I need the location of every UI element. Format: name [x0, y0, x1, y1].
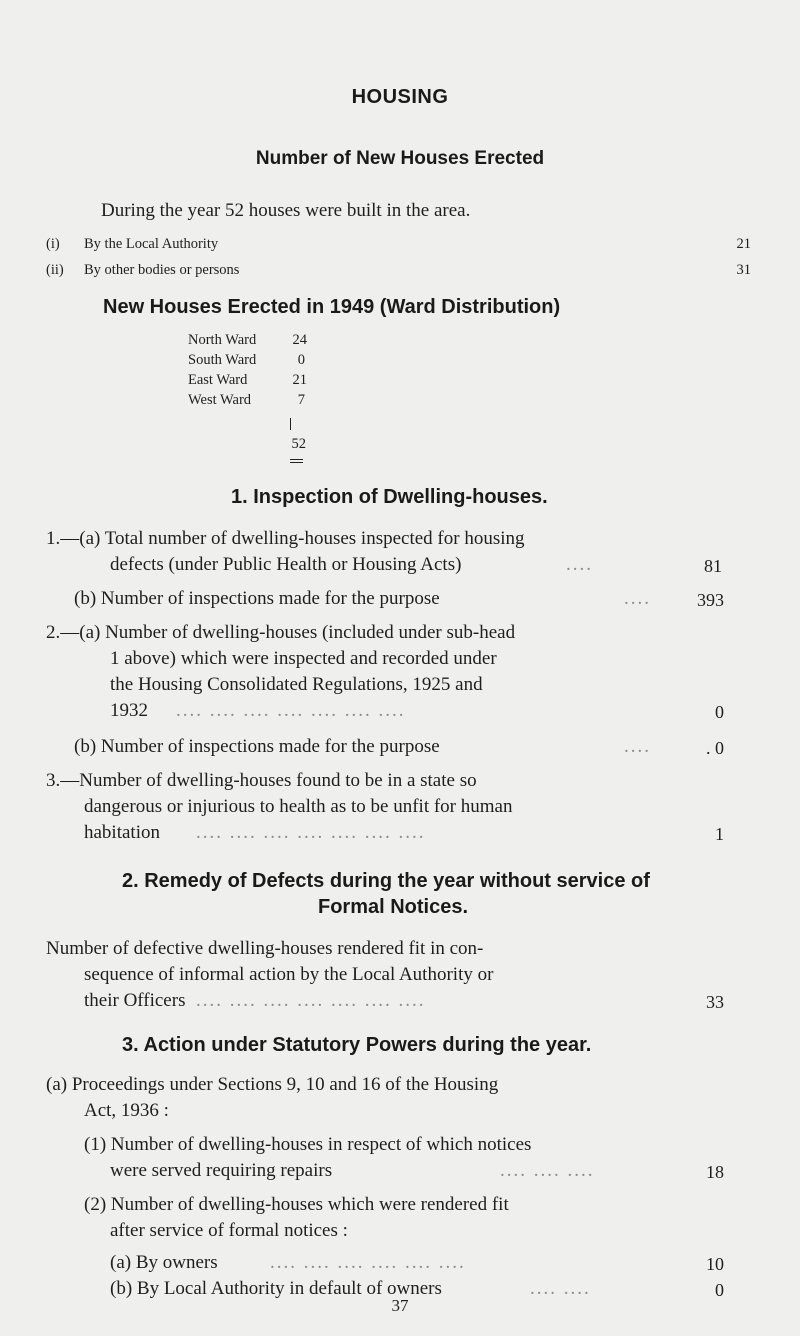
built-by-marker-2: (ii): [46, 262, 64, 278]
leader-dots: .... ....: [530, 1278, 591, 1299]
ward-label-south: South Ward: [188, 352, 257, 368]
ward-label-north: North Ward: [188, 332, 257, 348]
ward-label-east: East Ward: [188, 372, 248, 388]
double-rule-top: [290, 459, 303, 460]
s3-1-value: 18: [706, 1162, 724, 1182]
s1-2a-line3: the Housing Consolidated Regulations, 1925 and: [110, 674, 483, 695]
leader-dots: .... .... .... .... .... .... ....: [196, 990, 426, 1011]
s1-2a-line1: 2.—(a) Number of dwelling-houses (included under sub-head: [46, 622, 516, 643]
s1-1a-value: 81: [704, 556, 722, 576]
section1-heading: 1. Inspection of Dwelling-houses.: [231, 486, 548, 508]
ward-value-south: 0: [297, 352, 305, 368]
ward-value-east: 21: [292, 372, 307, 388]
leader-dots: .... .... ....: [500, 1160, 595, 1181]
built-by-marker-1: (i): [46, 236, 60, 252]
s1-2b-value: . 0: [706, 738, 724, 758]
built-by-label-1: By the Local Authority: [84, 236, 219, 252]
leader-dots: .... .... .... .... .... .... ....: [196, 822, 426, 843]
s3-2b-value: 0: [715, 1280, 724, 1300]
page-number: 37: [391, 1296, 409, 1315]
ward-value-west: 7: [297, 392, 305, 408]
s1-3-line1: 3.—Number of dwelling-houses found to be in a state so: [46, 770, 477, 791]
section2-heading-line2: Formal Notices.: [318, 896, 469, 918]
s3-2-line2: after service of formal notices :: [110, 1220, 348, 1241]
s1-1b-line: (b) Number of inspections made for the purpose: [74, 588, 440, 609]
s3-2a-value: 10: [706, 1254, 724, 1274]
s1-3-line3: habitation: [84, 822, 160, 843]
s1-2b-line: (b) Number of inspections made for the purpose: [74, 736, 440, 757]
double-rule-bottom: [290, 462, 303, 463]
leader-dots: .... .... .... .... .... .... ....: [176, 700, 406, 721]
s2-value: 33: [706, 992, 724, 1012]
ward-heading: New Houses Erected in 1949 (Ward Distribution): [103, 296, 561, 318]
s1-2a-line2: 1 above) which were inspected and recorded under: [110, 648, 497, 669]
s2-line3: their Officers: [84, 990, 186, 1011]
s1-1b-value: 393: [697, 590, 724, 610]
s3-2a-line: (a) By owners: [110, 1252, 218, 1273]
s2-line1: Number of defective dwelling-houses rendered fit in con-: [46, 938, 484, 959]
subheading-new-houses: Number of New Houses Erected: [255, 148, 545, 169]
s2-line2: sequence of informal action by the Local Authority or: [84, 964, 494, 985]
built-by-value-1: 21: [736, 236, 751, 252]
page-heading: HOUSING: [351, 86, 449, 108]
s3-2-line1: (2) Number of dwelling-houses which were rendered fit: [84, 1194, 509, 1215]
built-by-value-2: 31: [736, 262, 751, 278]
s1-1a-line2: defects (under Public Health or Housing Acts): [110, 554, 462, 575]
ward-label-west: West Ward: [188, 392, 252, 408]
s1-2a-value: 0: [715, 702, 724, 722]
s1-3-value: 1: [715, 824, 724, 844]
s3-1-line2: were served requiring repairs: [110, 1160, 333, 1181]
leader-dots: ....: [624, 588, 651, 609]
total-tick: [290, 418, 291, 430]
s3-a-line1: (a) Proceedings under Sections 9, 10 and 16 of the Housing: [46, 1074, 499, 1095]
intro-text: During the year 52 houses were built in the area.: [101, 200, 471, 221]
built-by-label-2: By other bodies or persons: [84, 262, 240, 278]
section3-heading: 3. Action under Statutory Powers during the year.: [122, 1034, 592, 1056]
ward-value-north: 24: [292, 332, 307, 348]
s3-1-line1: (1) Number of dwelling-houses in respect of which notices: [84, 1134, 532, 1155]
leader-dots: ....: [566, 554, 593, 575]
s1-3-line2: dangerous or injurious to health as to be unfit for human: [84, 796, 513, 817]
s1-1a-line1: 1.—(a) Total number of dwelling-houses inspected for housing: [46, 528, 525, 549]
section2-heading-line1: 2. Remedy of Defects during the year without service of: [122, 870, 650, 892]
s3-a-line2: Act, 1936 :: [84, 1100, 169, 1121]
ward-total: 52: [291, 436, 306, 452]
leader-dots: ....: [624, 736, 651, 757]
s3-2b-line: (b) By Local Authority in default of owners: [110, 1278, 442, 1299]
leader-dots: .... .... .... .... .... ....: [270, 1252, 466, 1273]
s1-2a-line4: 1932: [110, 700, 148, 721]
